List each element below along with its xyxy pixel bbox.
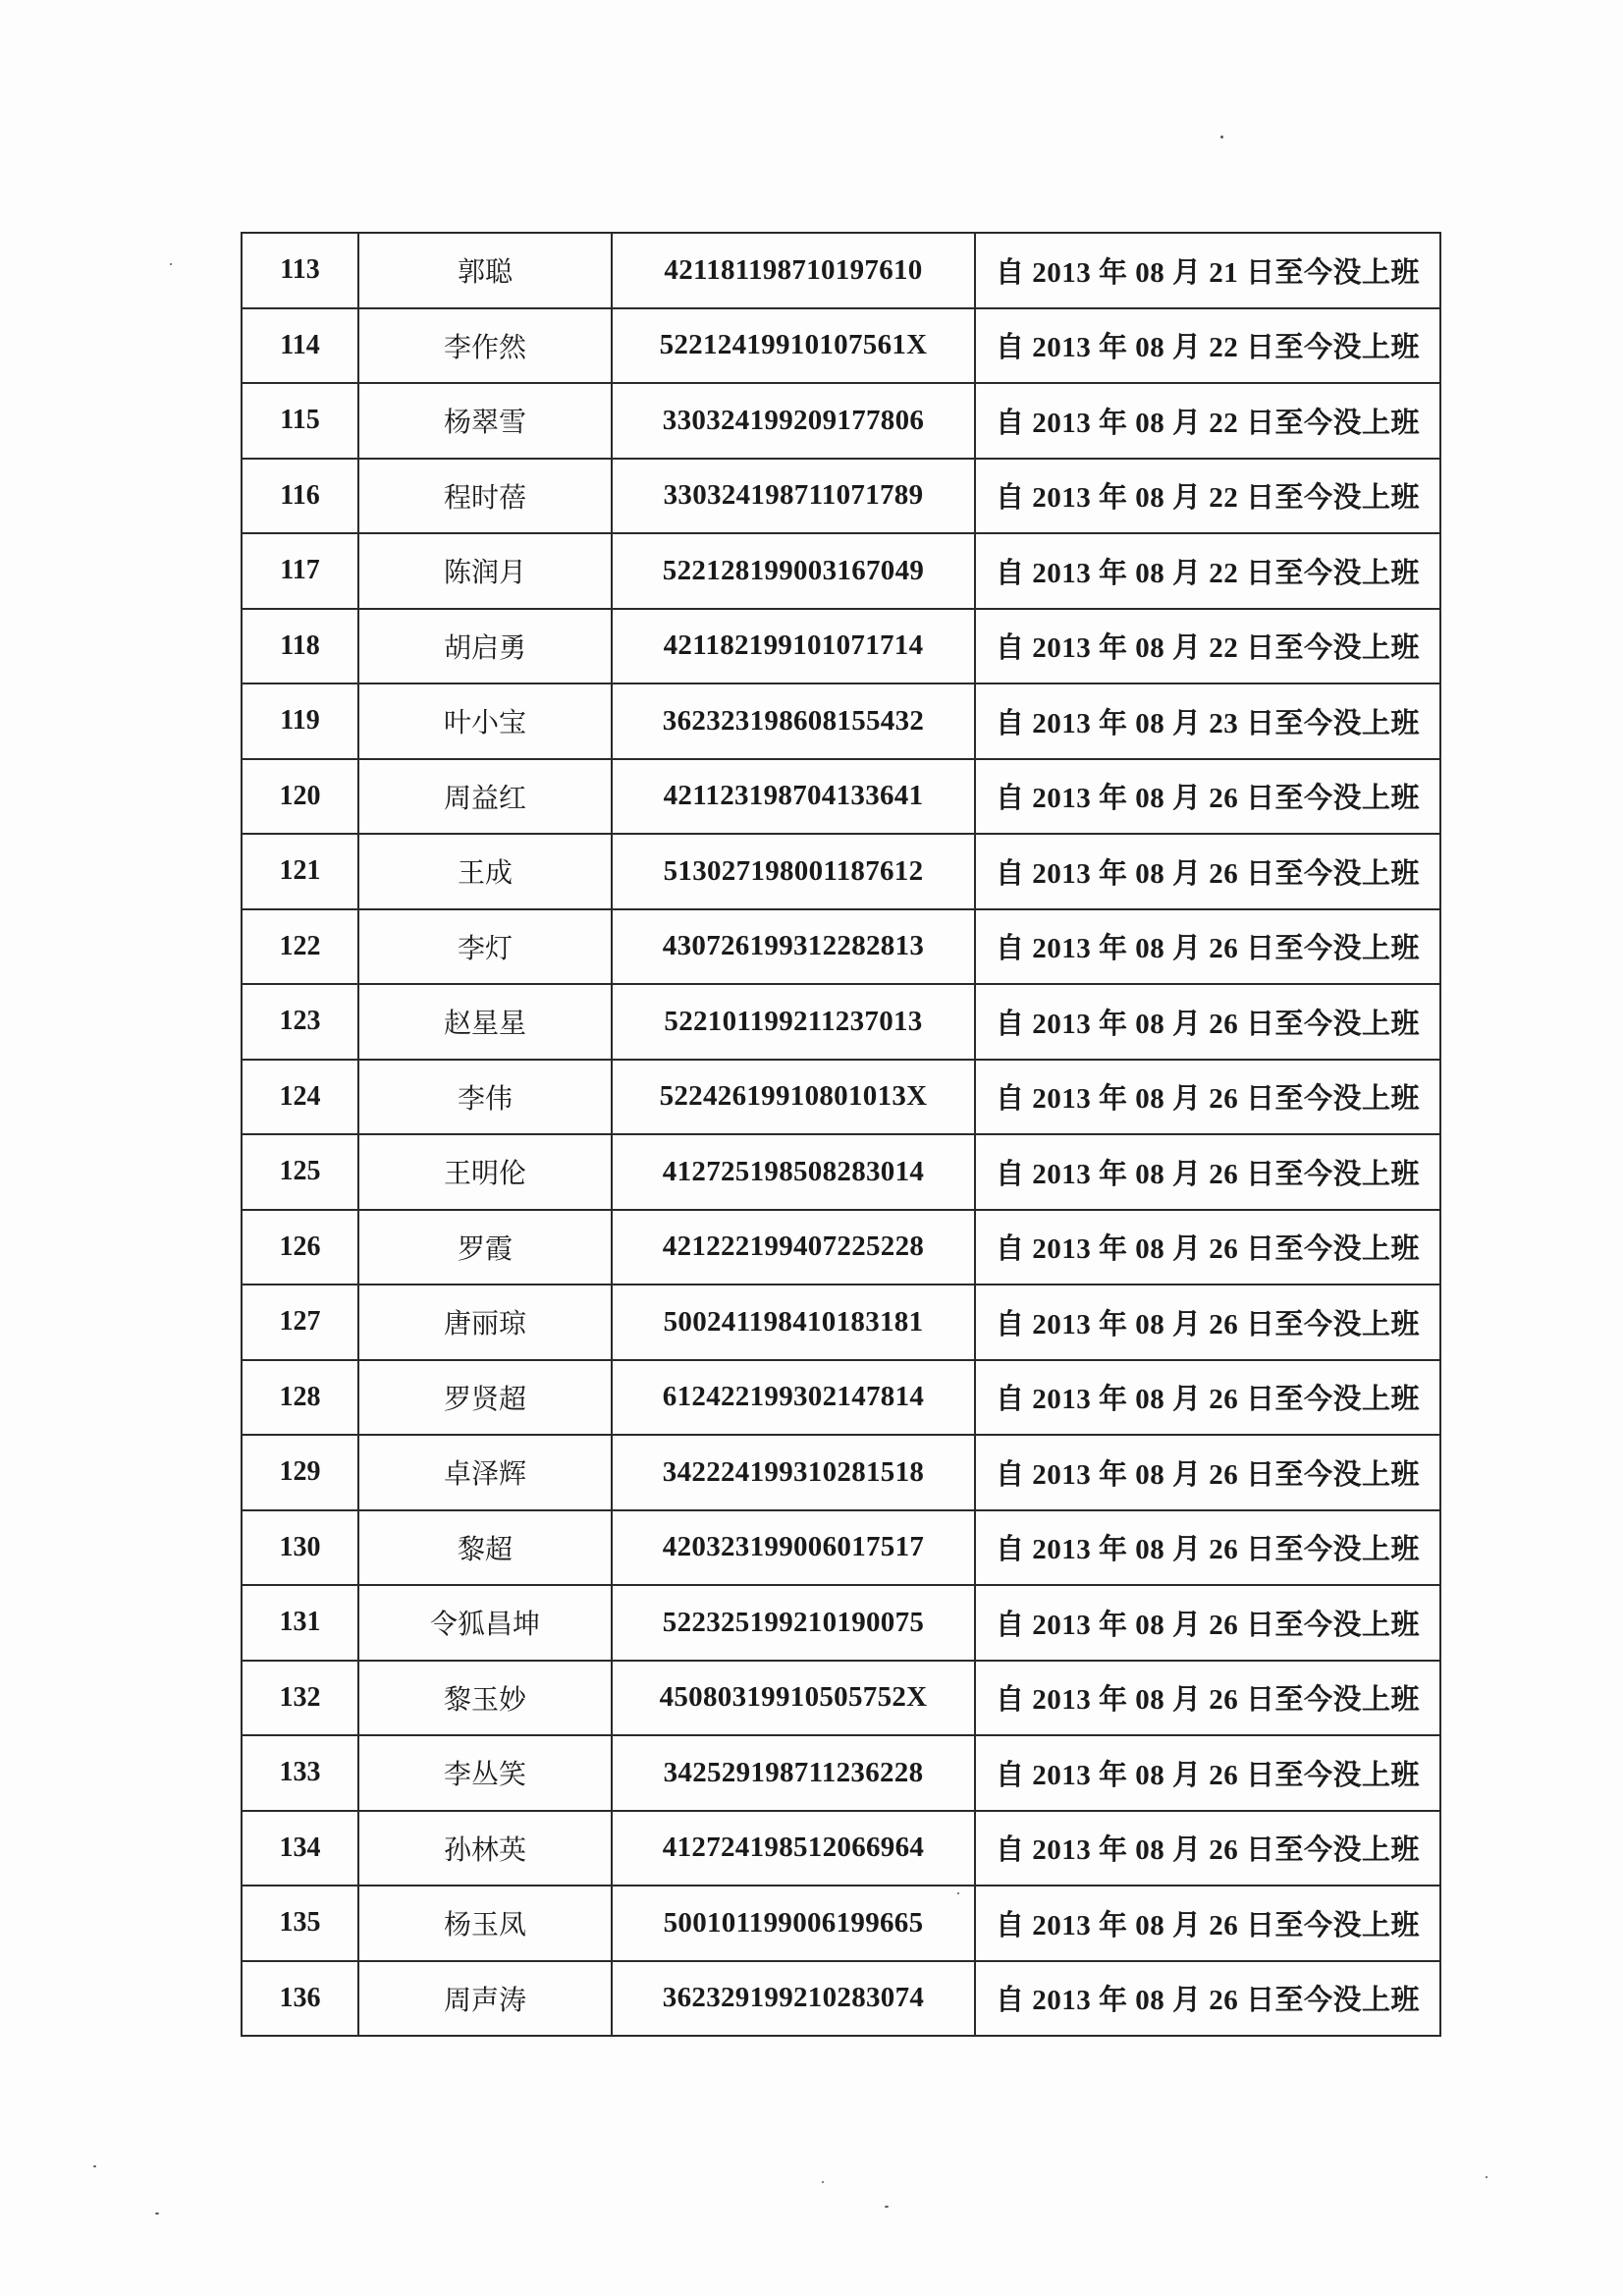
scan-speck xyxy=(170,263,172,265)
status-cell: 自 2013 年 08 月 26 日至今没上班 xyxy=(975,1134,1440,1210)
row-number-cell: 126 xyxy=(242,1210,358,1285)
table-row xyxy=(242,1661,1440,1736)
name-cell: 黎超 xyxy=(358,1510,612,1586)
table-row xyxy=(242,1134,1440,1210)
row-number-cell: 127 xyxy=(242,1285,358,1360)
id-number-cell: 362329199210283074 xyxy=(612,1961,975,2037)
absence-table xyxy=(241,232,1441,2037)
row-number-cell: 134 xyxy=(242,1811,358,1886)
status-cell: 自 2013 年 08 月 26 日至今没上班 xyxy=(975,909,1440,985)
scan-speck xyxy=(957,1892,959,1894)
row-number-cell: 113 xyxy=(242,233,358,308)
status-cell: 自 2013 年 08 月 26 日至今没上班 xyxy=(975,1360,1440,1436)
row-number-cell: 135 xyxy=(242,1886,358,1961)
row-number-cell: 114 xyxy=(242,308,358,384)
name-cell: 李丛笑 xyxy=(358,1735,612,1811)
status-cell: 自 2013 年 08 月 21 日至今没上班 xyxy=(975,233,1440,308)
scan-speck xyxy=(885,2206,889,2208)
status-cell: 自 2013 年 08 月 22 日至今没上班 xyxy=(975,308,1440,384)
table-row xyxy=(242,308,1440,384)
row-number-cell: 133 xyxy=(242,1735,358,1811)
id-number-cell: 421222199407225228 xyxy=(612,1210,975,1285)
table-row xyxy=(242,533,1440,609)
name-cell: 唐丽琼 xyxy=(358,1285,612,1360)
name-cell: 罗霞 xyxy=(358,1210,612,1285)
row-number-cell: 125 xyxy=(242,1134,358,1210)
id-number-cell: 522325199210190075 xyxy=(612,1585,975,1661)
status-cell: 自 2013 年 08 月 26 日至今没上班 xyxy=(975,1435,1440,1510)
name-cell: 郭聪 xyxy=(358,233,612,308)
id-number-cell: 522128199003167049 xyxy=(612,533,975,609)
table-row xyxy=(242,1735,1440,1811)
name-cell: 赵星星 xyxy=(358,984,612,1060)
status-cell: 自 2013 年 08 月 26 日至今没上班 xyxy=(975,1585,1440,1661)
row-number-cell: 117 xyxy=(242,533,358,609)
name-cell: 王明伦 xyxy=(358,1134,612,1210)
name-cell: 李伟 xyxy=(358,1060,612,1135)
id-number-cell: 342224199310281518 xyxy=(612,1435,975,1510)
scan-speck xyxy=(1220,136,1223,138)
id-number-cell: 500241198410183181 xyxy=(612,1285,975,1360)
table-row xyxy=(242,1961,1440,2037)
name-cell: 杨玉凤 xyxy=(358,1886,612,1961)
name-cell: 胡启勇 xyxy=(358,609,612,684)
name-cell: 周益红 xyxy=(358,759,612,835)
status-cell: 自 2013 年 08 月 26 日至今没上班 xyxy=(975,834,1440,909)
name-cell: 李作然 xyxy=(358,308,612,384)
name-cell: 杨翠雪 xyxy=(358,383,612,459)
table-row xyxy=(242,834,1440,909)
table-row xyxy=(242,1210,1440,1285)
id-number-cell: 342529198711236228 xyxy=(612,1735,975,1811)
id-number-cell: 513027198001187612 xyxy=(612,834,975,909)
row-number-cell: 124 xyxy=(242,1060,358,1135)
name-cell: 罗贤超 xyxy=(358,1360,612,1436)
table-row xyxy=(242,909,1440,985)
status-cell: 自 2013 年 08 月 26 日至今没上班 xyxy=(975,1210,1440,1285)
id-number-cell: 330324198711071789 xyxy=(612,459,975,534)
name-cell: 李灯 xyxy=(358,909,612,985)
id-number-cell: 52212419910107561X xyxy=(612,308,975,384)
id-number-cell: 362323198608155432 xyxy=(612,683,975,759)
name-cell: 陈润月 xyxy=(358,533,612,609)
id-number-cell: 330324199209177806 xyxy=(612,383,975,459)
table-row xyxy=(242,459,1440,534)
name-cell: 王成 xyxy=(358,834,612,909)
name-cell: 叶小宝 xyxy=(358,683,612,759)
status-cell: 自 2013 年 08 月 22 日至今没上班 xyxy=(975,533,1440,609)
table-row xyxy=(242,383,1440,459)
table-row xyxy=(242,233,1440,308)
row-number-cell: 129 xyxy=(242,1435,358,1510)
row-number-cell: 120 xyxy=(242,759,358,835)
status-cell: 自 2013 年 08 月 26 日至今没上班 xyxy=(975,1661,1440,1736)
id-number-cell: 420323199006017517 xyxy=(612,1510,975,1586)
row-number-cell: 116 xyxy=(242,459,358,534)
table-row xyxy=(242,1435,1440,1510)
name-cell: 程时蓓 xyxy=(358,459,612,534)
name-cell: 周声涛 xyxy=(358,1961,612,2037)
row-number-cell: 136 xyxy=(242,1961,358,2037)
status-cell: 自 2013 年 08 月 26 日至今没上班 xyxy=(975,1961,1440,2037)
row-number-cell: 123 xyxy=(242,984,358,1060)
table-row xyxy=(242,759,1440,835)
table-row xyxy=(242,984,1440,1060)
status-cell: 自 2013 年 08 月 26 日至今没上班 xyxy=(975,1811,1440,1886)
id-number-cell: 500101199006199665 xyxy=(612,1886,975,1961)
id-number-cell: 412724198512066964 xyxy=(612,1811,975,1886)
status-cell: 自 2013 年 08 月 26 日至今没上班 xyxy=(975,1285,1440,1360)
table-row xyxy=(242,1585,1440,1661)
id-number-cell: 412725198508283014 xyxy=(612,1134,975,1210)
row-number-cell: 119 xyxy=(242,683,358,759)
scan-speck xyxy=(155,2213,159,2214)
status-cell: 自 2013 年 08 月 26 日至今没上班 xyxy=(975,1510,1440,1586)
status-cell: 自 2013 年 08 月 26 日至今没上班 xyxy=(975,1060,1440,1135)
status-cell: 自 2013 年 08 月 23 日至今没上班 xyxy=(975,683,1440,759)
status-cell: 自 2013 年 08 月 26 日至今没上班 xyxy=(975,759,1440,835)
scan-speck xyxy=(93,2165,96,2167)
name-cell: 令狐昌坤 xyxy=(358,1585,612,1661)
id-number-cell: 421182199101071714 xyxy=(612,609,975,684)
table-row xyxy=(242,1886,1440,1961)
scan-speck xyxy=(1486,2176,1488,2178)
table-row xyxy=(242,1811,1440,1886)
scan-speck xyxy=(822,2181,824,2183)
row-number-cell: 115 xyxy=(242,383,358,459)
table-row xyxy=(242,609,1440,684)
table-row xyxy=(242,1060,1440,1135)
row-number-cell: 118 xyxy=(242,609,358,684)
table-row xyxy=(242,1360,1440,1436)
name-cell: 卓泽辉 xyxy=(358,1435,612,1510)
table-row xyxy=(242,1510,1440,1586)
id-number-cell: 421181198710197610 xyxy=(612,233,975,308)
id-number-cell: 52242619910801013X xyxy=(612,1060,975,1135)
table-row xyxy=(242,1285,1440,1360)
status-cell: 自 2013 年 08 月 22 日至今没上班 xyxy=(975,459,1440,534)
status-cell: 自 2013 年 08 月 22 日至今没上班 xyxy=(975,383,1440,459)
row-number-cell: 131 xyxy=(242,1585,358,1661)
row-number-cell: 121 xyxy=(242,834,358,909)
id-number-cell: 430726199312282813 xyxy=(612,909,975,985)
status-cell: 自 2013 年 08 月 26 日至今没上班 xyxy=(975,1886,1440,1961)
id-number-cell: 45080319910505752X xyxy=(612,1661,975,1736)
status-cell: 自 2013 年 08 月 26 日至今没上班 xyxy=(975,984,1440,1060)
id-number-cell: 612422199302147814 xyxy=(612,1360,975,1436)
row-number-cell: 128 xyxy=(242,1360,358,1436)
row-number-cell: 132 xyxy=(242,1661,358,1736)
id-number-cell: 421123198704133641 xyxy=(612,759,975,835)
absence-table-body xyxy=(242,233,1440,2036)
row-number-cell: 130 xyxy=(242,1510,358,1586)
id-number-cell: 522101199211237013 xyxy=(612,984,975,1060)
table-row xyxy=(242,683,1440,759)
status-cell: 自 2013 年 08 月 22 日至今没上班 xyxy=(975,609,1440,684)
status-cell: 自 2013 年 08 月 26 日至今没上班 xyxy=(975,1735,1440,1811)
row-number-cell: 122 xyxy=(242,909,358,985)
name-cell: 孙林英 xyxy=(358,1811,612,1886)
name-cell: 黎玉妙 xyxy=(358,1661,612,1736)
